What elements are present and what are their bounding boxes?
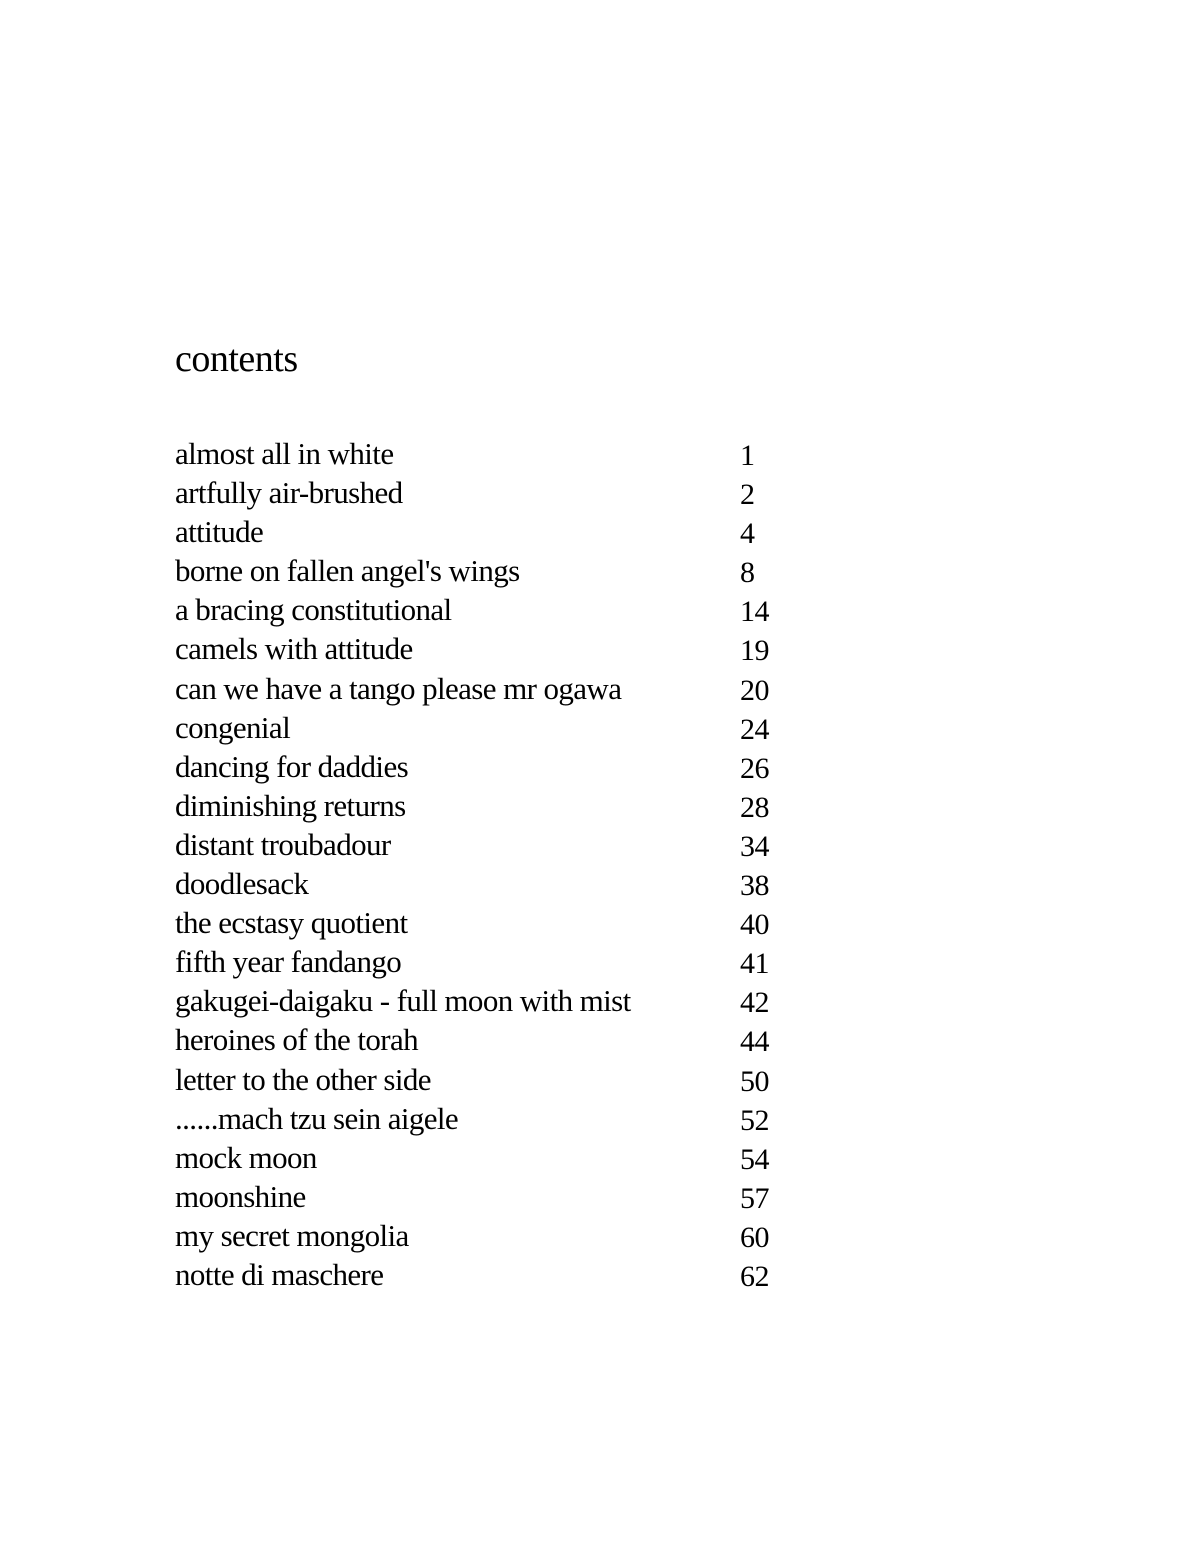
- toc-entry-page: 26: [740, 751, 769, 785]
- toc-entry[interactable]: [175, 825, 815, 864]
- toc-entry[interactable]: [175, 903, 815, 942]
- toc-entry-page: 60: [740, 1220, 769, 1254]
- toc-entry[interactable]: [175, 747, 815, 786]
- toc-entry-title: moonshine: [175, 1178, 306, 1214]
- toc-entry-page: 42: [740, 986, 769, 1020]
- toc-entry-page: 28: [740, 790, 769, 824]
- toc-entry-page: 20: [740, 673, 769, 707]
- toc-entry-title: camels with attitude: [175, 631, 413, 667]
- toc-entry-title: letter to the other side: [175, 1061, 431, 1097]
- toc-entry-page: 54: [740, 1142, 769, 1176]
- toc-entry-title: attitude: [175, 514, 264, 550]
- toc-entry-title: congenial: [175, 709, 291, 745]
- toc-entry-page: 2: [740, 478, 755, 512]
- toc-entry-page: 4: [740, 517, 755, 551]
- toc-entry-title: my secret mongolia: [175, 1217, 409, 1253]
- toc-entry-title: mock moon: [175, 1139, 317, 1175]
- toc-entry[interactable]: [175, 1138, 815, 1177]
- toc-entry-page: 34: [740, 829, 769, 863]
- toc-entry[interactable]: [175, 1177, 815, 1216]
- toc-entry-page: 40: [740, 908, 769, 942]
- toc-entry[interactable]: [175, 708, 815, 747]
- toc-entry[interactable]: [175, 864, 815, 903]
- toc-entry[interactable]: [175, 1255, 815, 1294]
- toc-entry-title: gakugei-daigaku - full moon with mist: [175, 983, 631, 1019]
- toc-entry[interactable]: [175, 942, 815, 981]
- toc-entry-title: diminishing returns: [175, 787, 406, 823]
- toc-entry-title: the ecstasy quotient: [175, 905, 408, 941]
- toc-entry-page: 19: [740, 634, 769, 668]
- toc-entry-page: 57: [740, 1181, 769, 1215]
- toc-entry[interactable]: [175, 434, 815, 473]
- toc-entry[interactable]: [175, 1020, 815, 1059]
- toc-entry-title: almost all in white: [175, 436, 394, 471]
- toc-entry-title: ......mach tzu sein aigele: [175, 1100, 459, 1136]
- page-title: contents: [175, 338, 298, 380]
- toc-entry[interactable]: [175, 1216, 815, 1255]
- toc-entry-page: 1: [740, 439, 755, 472]
- toc-entry[interactable]: [175, 473, 815, 512]
- toc-entry[interactable]: [175, 512, 815, 551]
- toc-entry-title: notte di maschere: [175, 1256, 384, 1292]
- toc-entry-title: can we have a tango please mr ogawa: [175, 670, 622, 706]
- toc-entry-title: a bracing constitutional: [175, 592, 452, 628]
- toc-entry-title: artfully air-brushed: [175, 475, 403, 511]
- toc-entry-title: dancing for daddies: [175, 748, 409, 784]
- toc-entry-title: distant troubadour: [175, 826, 391, 862]
- toc-entry-page: 41: [740, 947, 769, 981]
- toc-entry-page: 38: [740, 869, 769, 903]
- toc-entry-page: 24: [740, 712, 769, 746]
- toc-entry[interactable]: [175, 1099, 815, 1138]
- toc-entry-page: 14: [740, 595, 769, 629]
- toc-entry[interactable]: [175, 669, 815, 708]
- toc-entry[interactable]: [175, 629, 815, 668]
- toc-entry-page: 52: [740, 1103, 769, 1137]
- toc-entry-title: heroines of the torah: [175, 1022, 419, 1058]
- toc-entry[interactable]: [175, 590, 815, 629]
- toc-entry-page: 50: [740, 1064, 769, 1098]
- toc-entry-title: fifth year fandango: [175, 944, 402, 980]
- toc-entry[interactable]: [175, 981, 815, 1020]
- toc-entry[interactable]: [175, 1060, 815, 1099]
- table-of-contents: [175, 434, 815, 1294]
- toc-entry-page: 8: [740, 556, 755, 590]
- toc-entry-page: 62: [740, 1259, 769, 1293]
- toc-entry-title: doodlesack: [175, 866, 309, 902]
- toc-entry[interactable]: [175, 551, 815, 590]
- toc-entry[interactable]: [175, 786, 815, 825]
- toc-entry-page: 44: [740, 1025, 769, 1059]
- toc-entry-title: borne on fallen angel's wings: [175, 553, 520, 589]
